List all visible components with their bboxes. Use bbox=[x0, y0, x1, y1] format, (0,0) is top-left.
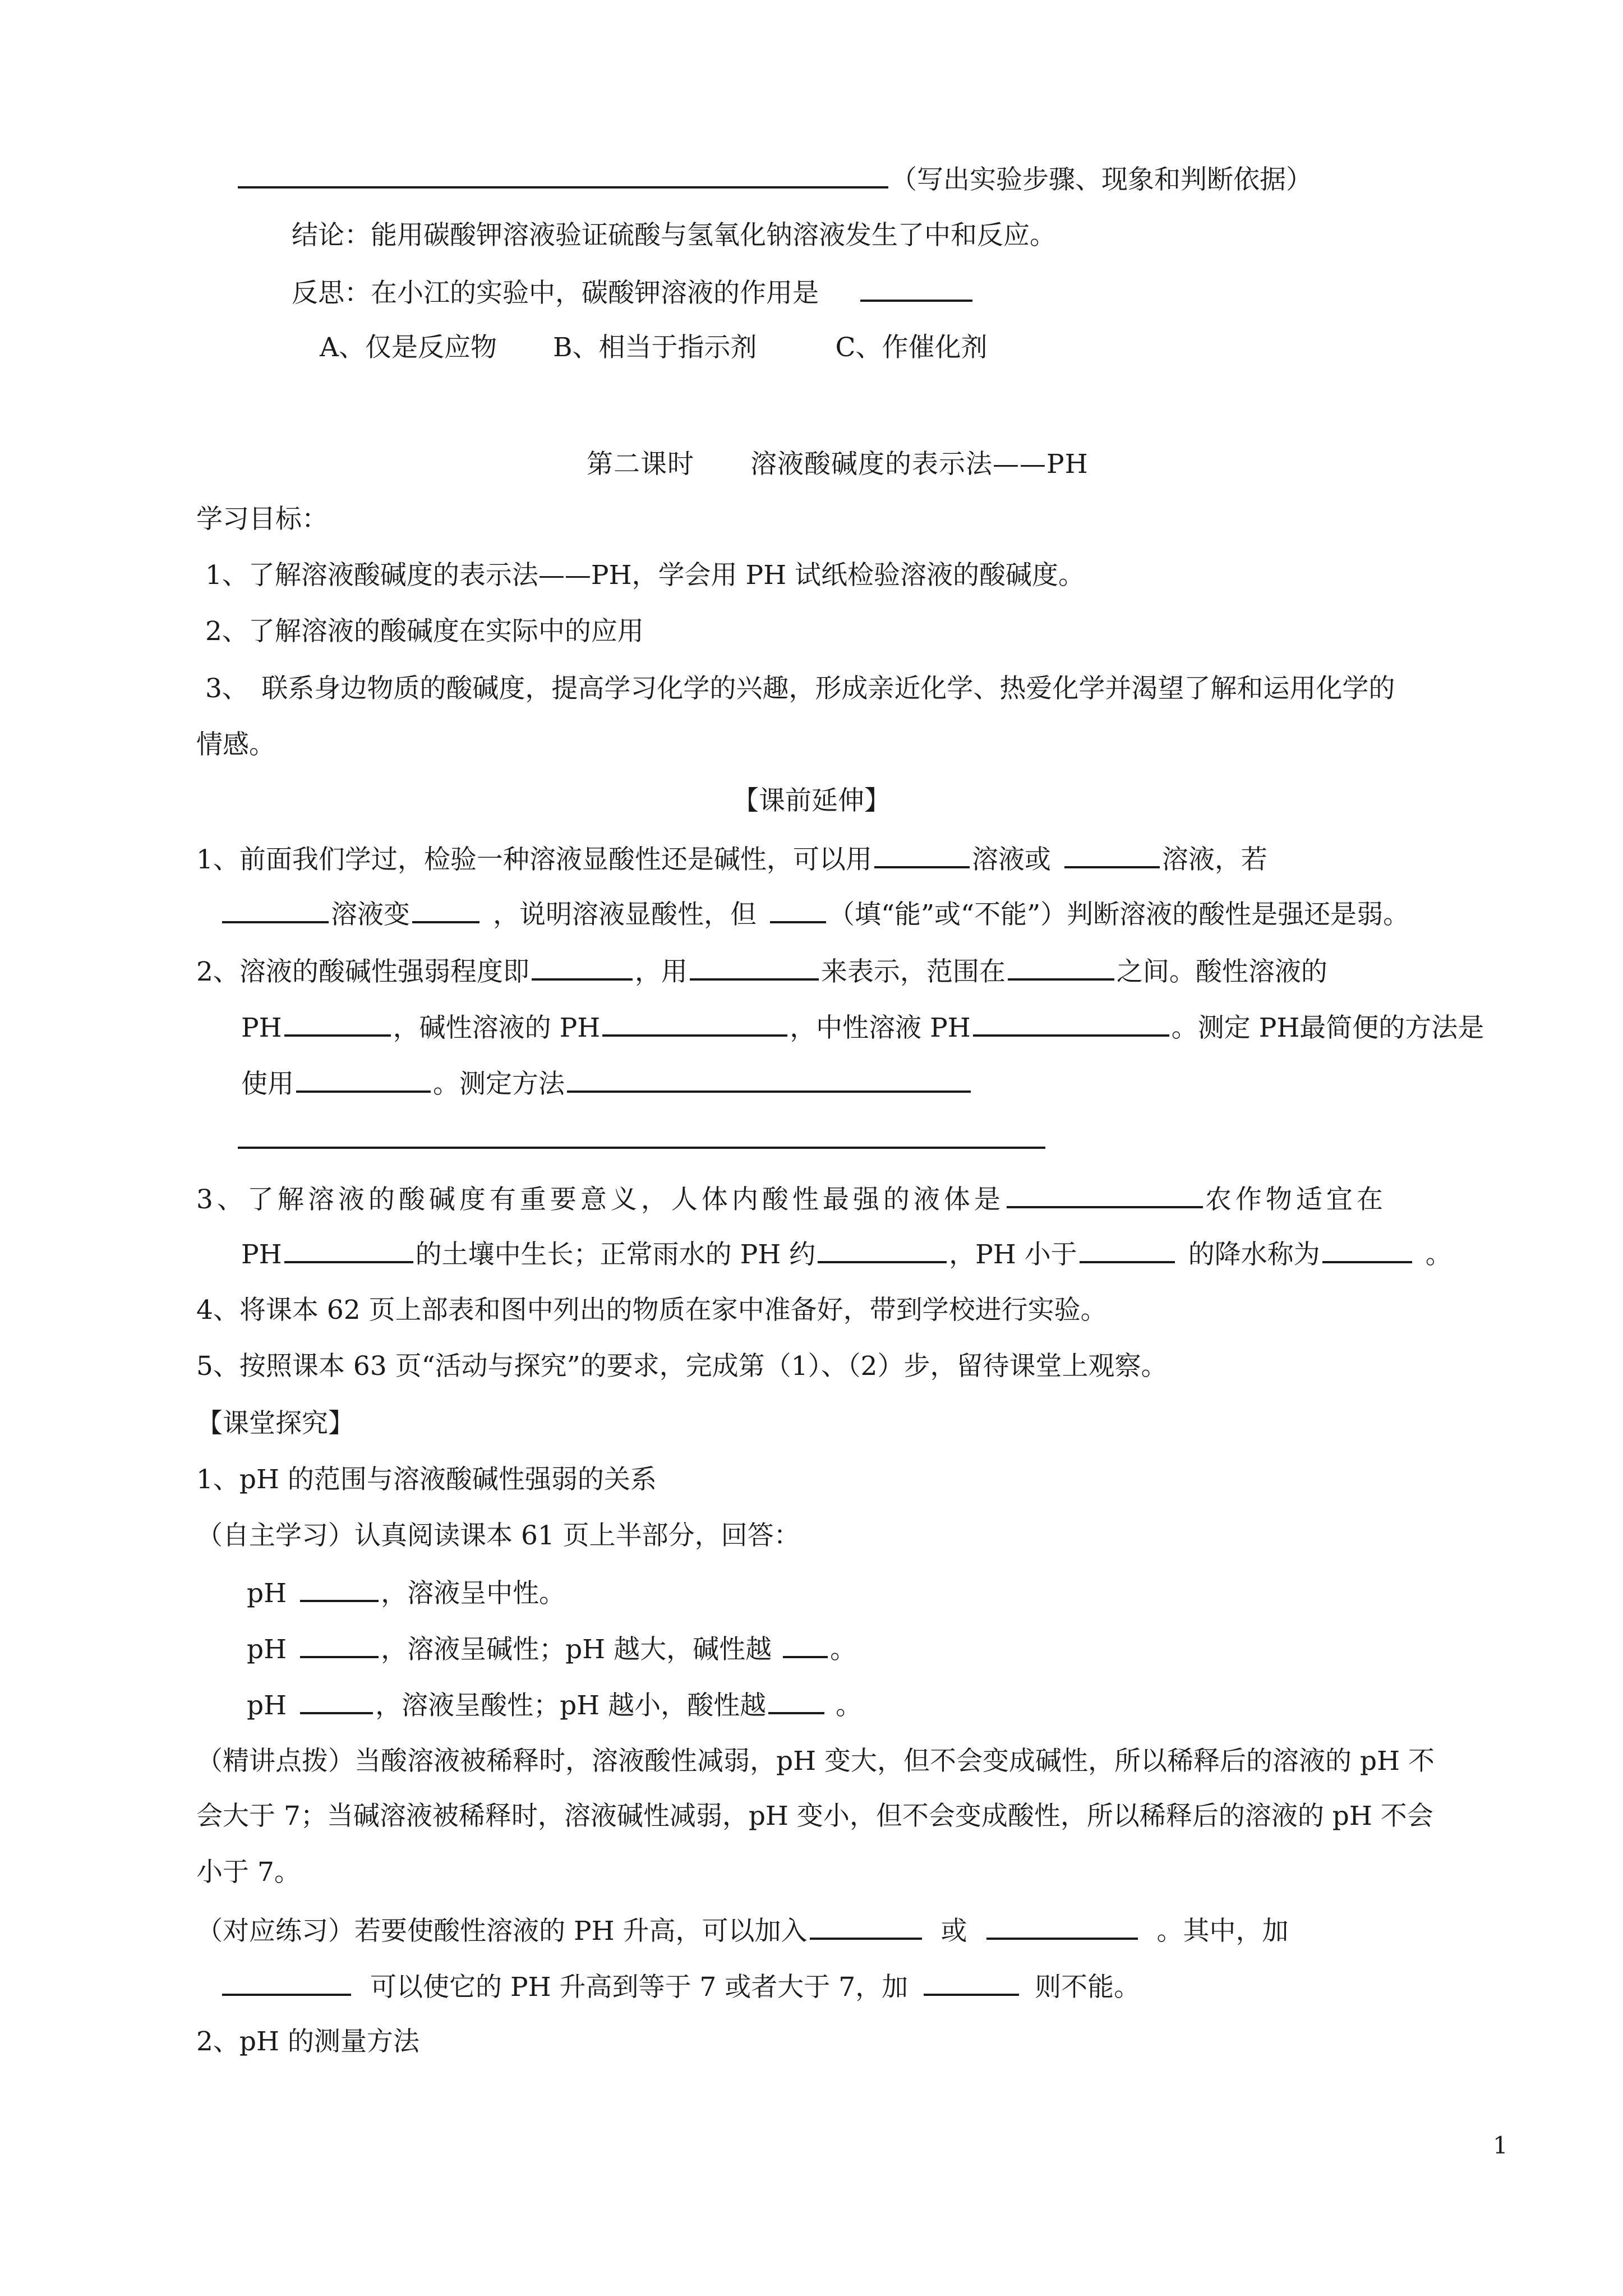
answer-blank[interactable] bbox=[300, 1631, 379, 1658]
option-a: A、仅是反应物 bbox=[320, 332, 497, 363]
answer-blank[interactable] bbox=[284, 1010, 391, 1037]
text-segment: pH bbox=[247, 1690, 287, 1721]
answer-blank[interactable] bbox=[1322, 1236, 1412, 1263]
text-segment: 3、了解溶液的酸碱度有重要意义，人体内酸性最强的液体是 bbox=[196, 1184, 1004, 1215]
text-segment: 则不能。 bbox=[1035, 1972, 1141, 2003]
lesson-title bbox=[587, 448, 1089, 481]
text-segment: （填“能”或“不能”）判断溶液的酸性是强还是弱。 bbox=[828, 899, 1410, 930]
preclass-item-2-cont bbox=[241, 1010, 1484, 1045]
ph-neutral bbox=[247, 1575, 565, 1611]
text-segment: 2、溶液的酸碱性强弱程度即 bbox=[196, 956, 529, 987]
preclass-item-1-cont bbox=[220, 896, 1409, 932]
text-segment: 可以使它的 PH 升高到等于 7 或者大于 7，加 bbox=[370, 1972, 909, 2003]
text-segment: 。其中，加 bbox=[1156, 1916, 1289, 1947]
answer-blank[interactable] bbox=[1008, 954, 1114, 981]
text-segment: ，PH 小于 bbox=[949, 1239, 1077, 1270]
section-heading-preclass: 【课前延伸】 bbox=[732, 785, 891, 816]
answer-blank[interactable] bbox=[924, 1969, 1019, 1996]
text-segment: PH bbox=[241, 1013, 282, 1043]
text-segment: 1、前面我们学过，检验一种溶液显酸性还是碱性，可以用 bbox=[196, 844, 872, 875]
text-segment: 。测定方法 bbox=[433, 1069, 565, 1099]
text-segment: ，中性溶液 PH bbox=[790, 1013, 971, 1043]
answer-blank[interactable] bbox=[532, 954, 633, 981]
answer-blank[interactable] bbox=[284, 1236, 413, 1263]
answer-blank[interactable] bbox=[690, 954, 819, 981]
line-reflection bbox=[292, 275, 975, 310]
answer-blank[interactable] bbox=[1064, 841, 1160, 868]
inclass-item-1: 1、pH 的范围与溶液酸碱性强弱的关系 bbox=[196, 1464, 657, 1495]
answer-blank[interactable] bbox=[973, 1010, 1169, 1037]
text-segment: 溶液变 bbox=[331, 899, 410, 930]
ph-basic bbox=[247, 1631, 856, 1667]
preclass-item-1 bbox=[196, 841, 1267, 877]
objective-3: 3、 联系身边物质的酸碱度，提高学习化学的兴趣，形成亲近化学、热爱化学并渴望了解和运用化学的 bbox=[205, 673, 1395, 704]
objective-2: 2、了解溶液的酸碱度在实际中的应用 bbox=[205, 616, 644, 647]
text-segment: 的降水称为 bbox=[1188, 1239, 1320, 1270]
answer-blank[interactable] bbox=[768, 1687, 824, 1714]
answer-blank[interactable] bbox=[567, 1066, 971, 1093]
text-segment: 的土壤中生长；正常雨水的 PH 约 bbox=[415, 1239, 816, 1270]
answer-blank[interactable] bbox=[874, 841, 970, 868]
preclass-item-3-cont bbox=[241, 1236, 1452, 1272]
answer-blank[interactable] bbox=[986, 1913, 1138, 1940]
preclass-item-2-method bbox=[241, 1066, 973, 1101]
key-point-1: （精讲点拨）当酸溶液被稀释时，溶液酸性减弱，pH 变大，但不会变成碱性，所以稀释后的溶液的 pH 不 bbox=[196, 1746, 1435, 1777]
answer-blank[interactable] bbox=[300, 1687, 373, 1714]
text-segment: ，溶液呈碱性；pH 越大，碱性越 bbox=[381, 1634, 772, 1665]
text-segment: 或 bbox=[940, 1916, 967, 1947]
text-segment: 来表示，范围在 bbox=[820, 956, 1006, 987]
objective-1: 1、了解溶液酸碱度的表示法——PH，学会用 PH 试纸检验溶液的酸碱度。 bbox=[205, 560, 1085, 591]
answer-blank[interactable] bbox=[602, 1010, 787, 1037]
preclass-item-5: 5、按照课本 63 页“活动与探究”的要求，完成第（1）、（2）步，留待课堂上观察。 bbox=[196, 1351, 1168, 1382]
line-options bbox=[320, 331, 987, 365]
preclass-item-4: 4、将课本 62 页上部表和图中列出的物质在家中准备好，带到学校进行实验。 bbox=[196, 1295, 1107, 1326]
text-segment: ，说明溶液显酸性，但 bbox=[493, 899, 757, 930]
text-segment: pH bbox=[247, 1634, 287, 1665]
text-segment: 。 bbox=[1425, 1239, 1452, 1270]
answer-blank[interactable] bbox=[222, 1969, 351, 1996]
answer-blank[interactable] bbox=[296, 1066, 431, 1093]
answer-blank[interactable] bbox=[412, 896, 479, 923]
page-number: 1 bbox=[1493, 2132, 1508, 2159]
answer-blank[interactable] bbox=[770, 896, 826, 923]
line-conclusion: 结论：能用碳酸钾溶液验证硫酸与氢氧化钠溶液发生了中和反应。 bbox=[292, 220, 1056, 251]
preclass-item-2 bbox=[196, 954, 1327, 989]
text-segment: ，用 bbox=[634, 956, 688, 987]
text-instruction: （写出实验步骤、现象和判断依据） bbox=[891, 164, 1312, 195]
option-b: B、相当于指示剂 bbox=[552, 332, 757, 363]
self-study: （自主学习）认真阅读课本 61 页上半部分，回答： bbox=[196, 1520, 800, 1551]
answer-blank[interactable] bbox=[238, 1122, 1045, 1149]
lesson-topic: 溶液酸碱度的表示法——PH bbox=[750, 449, 1089, 480]
answer-blank[interactable] bbox=[238, 162, 888, 188]
text-segment: 。测定 PH最简便的方法是 bbox=[1171, 1013, 1484, 1043]
practice-cont bbox=[220, 1969, 1140, 2004]
line-experiment-steps bbox=[236, 162, 1312, 197]
practice bbox=[196, 1913, 1289, 1948]
heading-objectives: 学习目标： bbox=[196, 504, 328, 535]
inclass-item-2: 2、pH 的测量方法 bbox=[196, 2026, 419, 2057]
text-segment: ，溶液呈酸性；pH 越小，酸性越 bbox=[375, 1690, 767, 1721]
text-segment: 。 bbox=[836, 1690, 863, 1721]
text-segment: 之间。酸性溶液的 bbox=[1116, 956, 1327, 987]
text-segment: ，溶液呈中性。 bbox=[381, 1578, 566, 1609]
answer-blank[interactable] bbox=[222, 896, 329, 923]
lesson-number: 第二课时 bbox=[587, 449, 694, 480]
ph-acidic bbox=[247, 1687, 862, 1723]
key-point-2: 会大于 7；当碱溶液被稀释时，溶液碱性减弱，pH 变小，但不会变成酸性，所以稀释后的溶液的 pH 不会 bbox=[196, 1801, 1433, 1832]
objective-3-cont: 情感。 bbox=[196, 729, 275, 760]
text-segment: 使用 bbox=[241, 1069, 294, 1099]
text-segment: PH bbox=[241, 1239, 282, 1270]
answer-blank[interactable] bbox=[818, 1236, 947, 1263]
answer-blank[interactable] bbox=[783, 1631, 828, 1658]
text-segment: 溶液，若 bbox=[1161, 844, 1267, 875]
key-point-3: 小于 7。 bbox=[196, 1857, 301, 1888]
answer-blank[interactable] bbox=[1007, 1181, 1203, 1208]
text-segment: pH bbox=[247, 1578, 287, 1609]
text-segment: （对应练习）若要使酸性溶液的 PH 升高，可以加入 bbox=[196, 1916, 808, 1947]
option-c: C、作催化剂 bbox=[835, 332, 988, 363]
answer-blank[interactable] bbox=[810, 1913, 922, 1940]
text-segment: 。 bbox=[830, 1634, 857, 1665]
text-segment: 溶液或 bbox=[971, 844, 1051, 875]
text-segment: ，碱性溶液的 PH bbox=[393, 1013, 601, 1043]
text-reflection: 反思：在小江的实验中，碳酸钾溶液的作用是 bbox=[292, 278, 819, 309]
preclass-item-3 bbox=[196, 1181, 1387, 1217]
answer-blank[interactable] bbox=[300, 1575, 379, 1602]
text-segment: 农作物适宜在 bbox=[1205, 1184, 1387, 1215]
preclass-item-2-method-line bbox=[236, 1122, 1048, 1157]
answer-blank[interactable] bbox=[1080, 1236, 1175, 1263]
section-heading-inclass: 【课堂探究】 bbox=[196, 1408, 354, 1439]
answer-blank[interactable] bbox=[860, 275, 972, 302]
